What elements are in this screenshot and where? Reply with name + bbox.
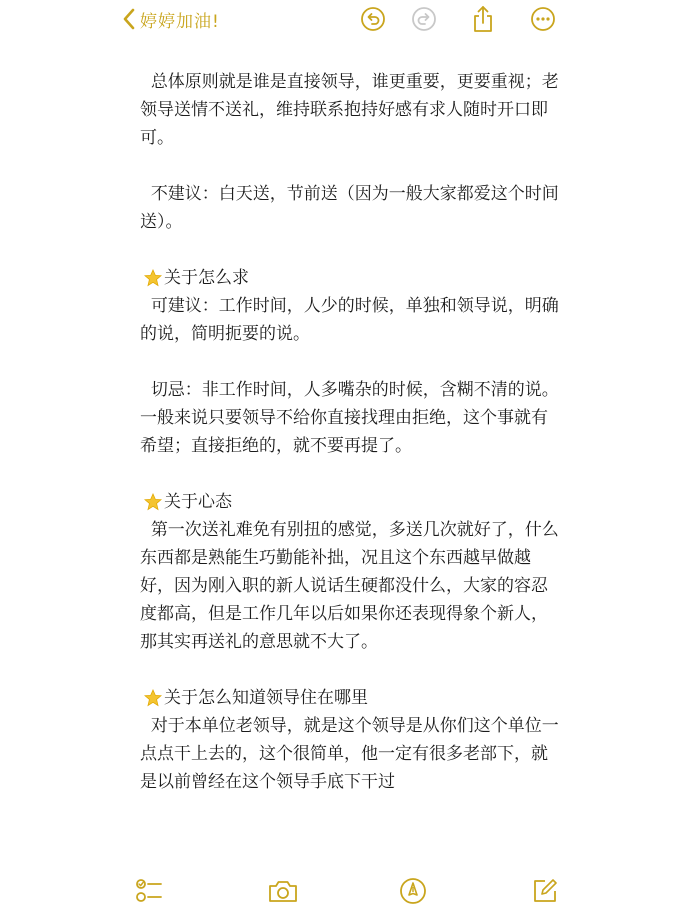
section-heading-text: 关于怎么知道领导住在哪里 <box>164 688 368 708</box>
star-icon <box>144 269 162 287</box>
markup-pen-icon <box>399 877 427 905</box>
blank-line <box>140 348 560 376</box>
bottom-toolbar <box>0 870 690 912</box>
blank-line <box>140 152 560 180</box>
note-paragraph: 不建议：白天送，节前送（因为一般大家都爱这个时间送）。 <box>140 184 559 232</box>
more-icon <box>530 6 556 32</box>
more-button[interactable] <box>530 6 556 32</box>
markup-button[interactable] <box>398 876 428 906</box>
share-icon <box>470 5 496 33</box>
back-label: 婷婷加油! <box>140 11 220 32</box>
note-paragraph: 对于本单位老领导，就是这个领导是从你们这个单位一点点干上去的，这个很简单，他一定有很多老部下，就是以前曾经在这个领导手底下干过 <box>140 716 559 792</box>
blank-line <box>140 236 560 264</box>
top-toolbar <box>0 0 690 40</box>
camera-button[interactable] <box>268 876 298 906</box>
star-icon <box>144 493 162 511</box>
undo-button[interactable] <box>360 6 386 32</box>
note-paragraph: 切忌：非工作时间，人多嘴杂的时候，含糊不清的说。一般来说只要领导不给你直接找理由拒绝，这个事就有希望；直接拒绝的，就不要再提了。 <box>140 380 559 456</box>
redo-button[interactable] <box>411 6 437 32</box>
blank-line <box>140 656 560 684</box>
section-heading-text: 关于怎么求 <box>164 268 249 288</box>
checklist-icon <box>134 876 164 906</box>
compose-button[interactable] <box>530 876 560 906</box>
camera-icon <box>268 878 298 904</box>
chevron-left-icon <box>122 8 136 30</box>
star-icon <box>144 689 162 707</box>
redo-icon <box>411 6 437 32</box>
note-paragraph: 可建议：工作时间，人少的时候，单独和领导说，明确的说，简明扼要的说。 <box>140 296 559 344</box>
compose-icon <box>531 877 559 905</box>
section-heading-text: 关于心态 <box>164 492 232 512</box>
note-body[interactable] <box>140 68 560 796</box>
back-button[interactable] <box>122 7 220 31</box>
checklist-button[interactable] <box>134 876 164 906</box>
section-heading <box>140 488 560 516</box>
note-paragraph: 第一次送礼难免有别扭的感觉，多送几次就好了，什么东西都是熟能生巧勤能补拙，况且这个东西越早做越好，因为刚入职的新人说话生硬都没什么，大家的容忍度都高，但是工作几年以后如果你还表现得象个新人，那其实再送礼的意思就不大了。 <box>140 520 559 652</box>
note-paragraph: 总体原则就是谁是直接领导，谁更重要，更要重视；老领导送情不送礼，维持联系抱持好感有求人随时开口即可。 <box>140 72 559 148</box>
undo-icon <box>360 6 386 32</box>
blank-line <box>140 460 560 488</box>
share-button[interactable] <box>470 6 496 32</box>
section-heading <box>140 684 560 712</box>
section-heading <box>140 264 560 292</box>
